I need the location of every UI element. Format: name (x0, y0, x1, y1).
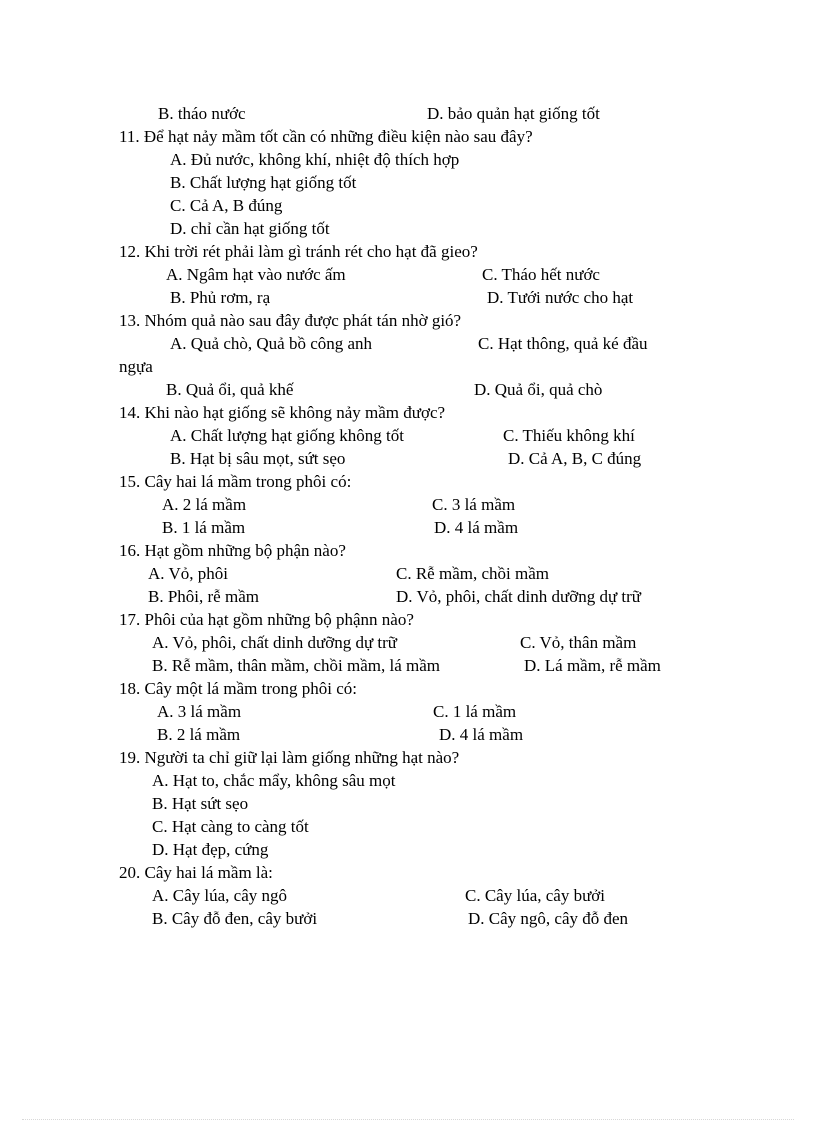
question-17: 17. Phôi của hạt gồm những bộ phậnn nào? (119, 610, 414, 629)
q17-option-b: B. Rễ mầm, thân mầm, chồi mầm, lá mầm (152, 656, 440, 675)
q20-option-a: A. Cây lúa, cây ngô (152, 886, 288, 905)
q11-option-d: D. chỉ cần hạt giống tốt (170, 219, 330, 238)
q14-option-c: C. Thiếu không khí (503, 426, 635, 445)
q13-option-c-continued: ngựa (119, 357, 153, 376)
q18-option-d: D. 4 lá mầm (439, 725, 524, 744)
question-19: 19. Người ta chỉ giữ lại làm giống những hạt nào? (119, 748, 460, 767)
q11-option-b: B. Chất lượng hạt giống tốt (170, 173, 357, 192)
q14-option-b: B. Hạt bị sâu mọt, sứt sẹo (170, 449, 346, 468)
q20-option-d: D. Cây ngô, cây đỗ đen (468, 909, 629, 928)
q19-option-a: A. Hạt to, chắc mẩy, không sâu mọt (152, 771, 396, 790)
q12-option-a: A. Ngâm hạt vào nước ấm (166, 265, 346, 284)
q11-option-c: C. Cả A, B đúng (170, 196, 283, 215)
q17-option-d: D. Lá mầm, rễ mầm (524, 656, 661, 675)
question-13: 13. Nhóm quả nào sau đây được phát tán nhờ gió? (119, 311, 462, 330)
q12-option-b: B. Phủ rơm, rạ (170, 288, 271, 307)
q16-option-b: B. Phôi, rễ mầm (148, 587, 259, 606)
q14-option-a: A. Chất lượng hạt giống không tốt (170, 426, 404, 445)
q20-option-b: B. Cây đỗ đen, cây bưởi (152, 909, 318, 928)
q16-option-c: C. Rễ mầm, chồi mầm (396, 564, 549, 583)
q17-option-c: C. Vỏ, thân mầm (520, 633, 637, 652)
q20-option-c: C. Cây lúa, cây bưởi (465, 886, 606, 905)
q18-option-b: B. 2 lá mầm (157, 725, 241, 744)
q18-option-c: C. 1 lá mầm (433, 702, 517, 721)
question-15: 15. Cây hai lá mầm trong phôi có: (119, 472, 352, 491)
question-16: 16. Hạt gồm những bộ phận nào? (119, 541, 346, 560)
q12-option-c: C. Tháo hết nước (482, 265, 600, 284)
question-12: 12. Khi trời rét phải làm gì tránh rét cho hạt đã gieo? (119, 242, 478, 261)
q13-option-a: A. Quả chò, Quả bồ công anh (170, 334, 373, 353)
option-d: D. bảo quản hạt giống tốt (427, 104, 600, 123)
q19-option-c: C. Hạt càng to càng tốt (152, 817, 309, 836)
q19-option-b: B. Hạt sứt sẹo (152, 794, 249, 813)
q19-option-d: D. Hạt đẹp, cứng (152, 840, 269, 859)
q12-option-d: D. Tưới nước cho hạt (487, 288, 634, 307)
q11-option-a: A. Đủ nước, không khí, nhiệt độ thích hợp (170, 150, 460, 169)
question-20: 20. Cây hai lá mầm là: (119, 863, 273, 882)
q13-option-c: C. Hạt thông, quả ké đầu (478, 334, 648, 353)
option-b: B. tháo nước (158, 104, 246, 123)
q16-option-a: A. Vỏ, phôi (148, 564, 228, 583)
q15-option-c: C. 3 lá mầm (432, 495, 516, 514)
q15-option-a: A. 2 lá mầm (162, 495, 247, 514)
q17-option-a: A. Vỏ, phôi, chất dinh dưỡng dự trữ (152, 633, 398, 652)
q16-option-d: D. Vỏ, phôi, chất dinh dưỡng dự trữ (396, 587, 642, 606)
question-14: 14. Khi nào hạt giống sẽ không nảy mầm được? (119, 403, 446, 422)
q13-option-b: B. Quả ổi, quả khế (166, 380, 294, 399)
question-11: 11. Để hạt nảy mầm tốt cần có những điều kiện nào sau đây? (119, 127, 533, 146)
question-18: 18. Cây một lá mầm trong phôi có: (119, 679, 357, 698)
page-bottom-divider (22, 1119, 794, 1120)
q18-option-a: A. 3 lá mầm (157, 702, 242, 721)
q15-option-b: B. 1 lá mầm (162, 518, 246, 537)
q13-option-d: D. Quả ổi, quả chò (474, 380, 603, 399)
q15-option-d: D. 4 lá mầm (434, 518, 519, 537)
q14-option-d: D. Cả A, B, C đúng (508, 449, 642, 468)
